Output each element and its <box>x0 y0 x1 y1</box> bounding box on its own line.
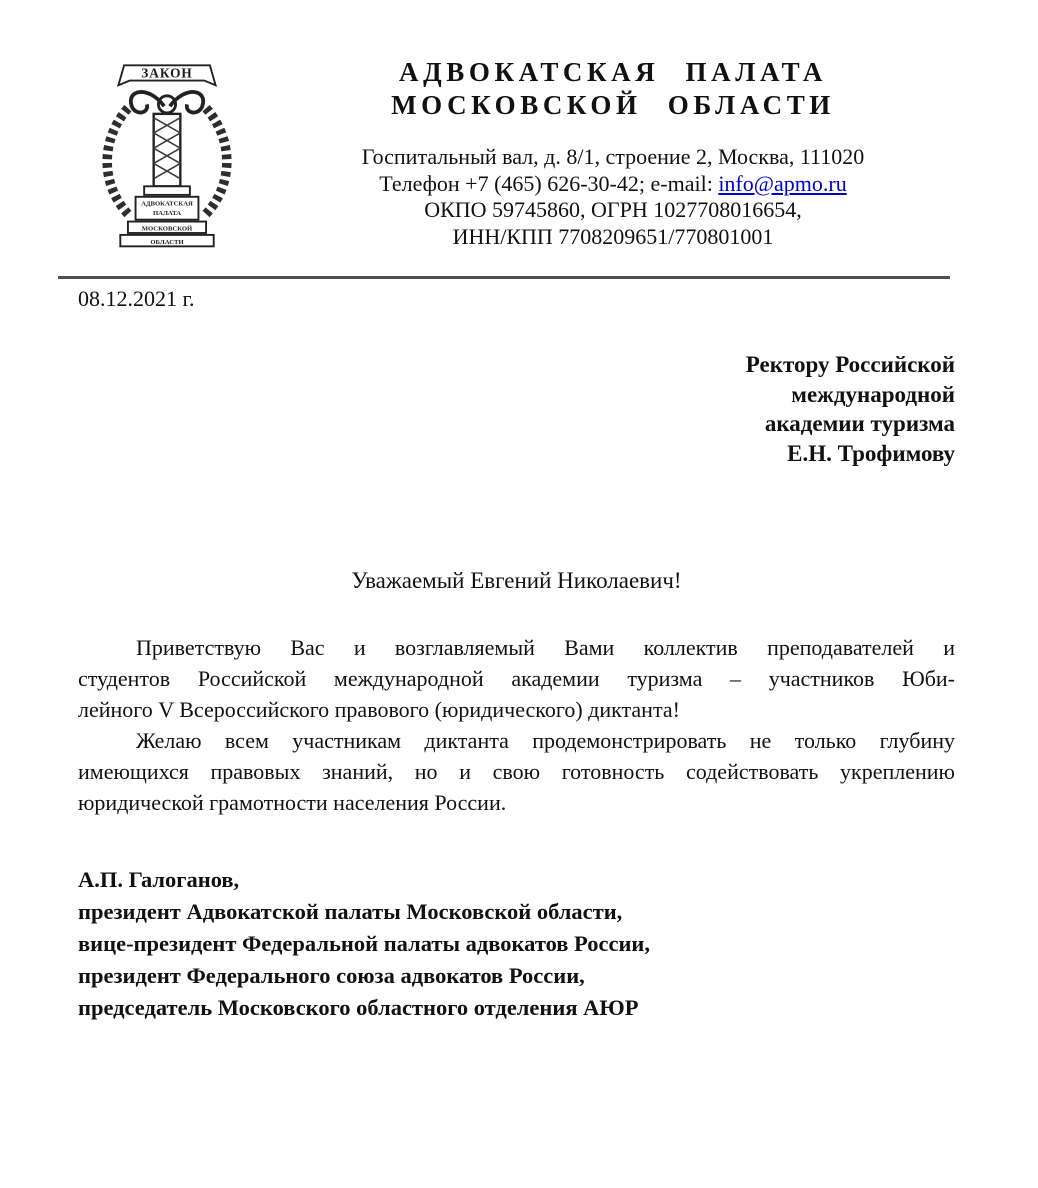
pedestal-icon <box>120 186 213 246</box>
paragraph-2-line-3: юридической грамотности населения России. <box>78 790 507 815</box>
signatory-title-1: президент Адвокатской палаты Московской области, <box>78 899 623 924</box>
contact-block <box>263 144 963 250</box>
org-name-line-1: АДВОКАТСКАЯ ПАЛАТА <box>399 57 827 87</box>
pedestal-line-4: ОБЛАСТИ <box>150 238 184 246</box>
signatory-name: А.П. Галоганов, <box>78 867 240 892</box>
emblem-graphic <box>86 56 248 248</box>
addressee-block <box>78 350 955 468</box>
paragraph-1-line-1: Приветствую Вас и возглавляемый Вами коллектив преподавателей и <box>136 635 955 660</box>
letter-body <box>78 632 955 818</box>
signature-block <box>78 864 955 1024</box>
signatory-title-2: вице-президент Федеральной палаты адвокатов России, <box>78 931 651 956</box>
pedestal-line-3: МОСКОВСКОЙ <box>141 225 193 233</box>
organization-emblem <box>86 56 248 253</box>
paragraph-1-line-3: лейного V Всероссийского правового (юридического) диктанта! <box>78 697 680 722</box>
law-banner-icon <box>118 65 215 85</box>
paragraph-1 <box>78 632 955 725</box>
addressee-line-4: Е.Н. Трофимову <box>787 440 955 466</box>
email-link[interactable]: info@apmo.ru <box>718 170 847 196</box>
signatory-title-4: председатель Московского областного отделения АЮР <box>78 995 639 1020</box>
addressee-line-3: академии туризма <box>764 411 955 436</box>
paragraph-2-line-1: Желаю всем участникам диктанта продемонстрировать не только глубину <box>136 728 955 753</box>
addressee-line-1: Ректору Российской <box>745 352 955 377</box>
pedestal-line-2: ПАЛАТА <box>152 209 182 217</box>
letterhead-text <box>263 56 963 250</box>
salutation: Уважаемый Евгений Николаевич! <box>351 568 682 593</box>
column-capital-icon <box>131 92 203 113</box>
postal-address: Госпитальный вал, д. 8/1, строение 2, Москва, 111020 <box>361 144 865 169</box>
banner-text: ЗАКОН <box>141 65 193 81</box>
org-name-line-2: МОСКОВСКОЙ ОБЛАСТИ <box>391 90 835 120</box>
registration-line-1: ОКПО 59745860, ОГРН 1027708016654, <box>424 197 802 222</box>
addressee-line-2: международной <box>791 381 955 407</box>
letter-date: 08.12.2021 г. <box>78 286 195 311</box>
paragraph-2-line-2: имеющихся правовых знаний, но и свою готовность содействовать укреплению <box>78 759 955 784</box>
paragraph-2 <box>78 725 955 818</box>
signatory-title-3: президент Федерального союза адвокатов России, <box>78 963 585 988</box>
organization-name <box>263 56 963 122</box>
pedestal-line-1: АДВОКАТСКАЯ <box>141 200 193 208</box>
registration-line-2: ИНН/КПП 7708209651/770801001 <box>452 223 774 249</box>
letterhead <box>78 56 955 252</box>
paragraph-1-line-2: студентов Российской международной академии туризма – участников Юби- <box>78 666 955 691</box>
column-shaft-icon <box>154 114 181 186</box>
letterhead-divider <box>58 276 950 279</box>
phone-text: Телефон +7 (465) 626-30-42; e-mail: <box>379 170 719 196</box>
phone-email-line <box>263 171 963 198</box>
